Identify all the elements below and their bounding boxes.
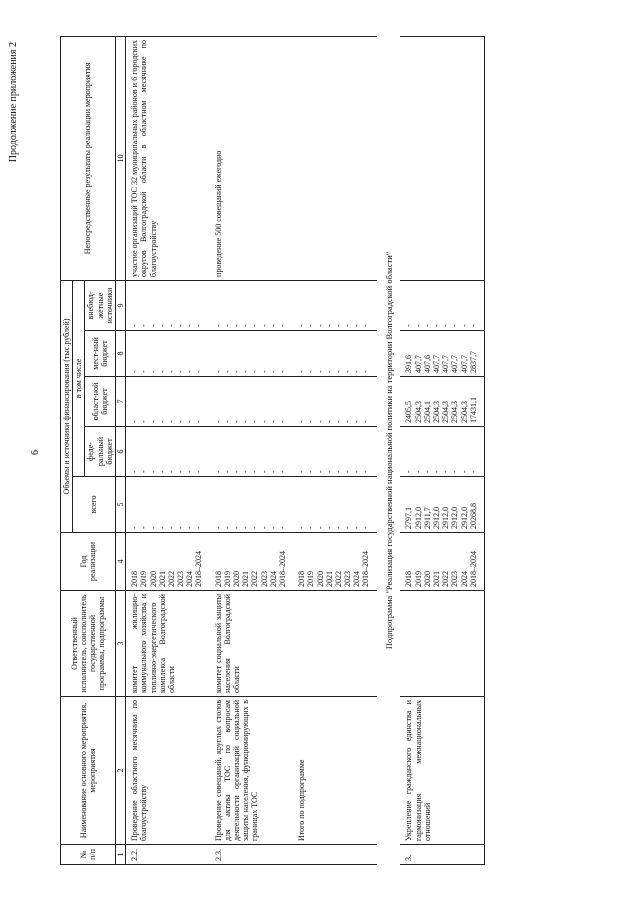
value-line: -	[241, 526, 251, 529]
value-line: -	[222, 470, 232, 473]
col-number: 2	[115, 697, 125, 845]
value-line: 407,7	[431, 355, 441, 373]
value-line: 20268,8	[468, 503, 478, 529]
row-total	[126, 477, 210, 533]
value-line: -	[333, 526, 343, 529]
value-line: -	[333, 324, 343, 327]
value-line: -	[166, 470, 176, 473]
value-line: -	[352, 324, 362, 327]
value-line: -	[324, 526, 334, 529]
value-line: 2504,3	[431, 401, 441, 423]
value-line: -	[441, 324, 451, 327]
value-line: -	[194, 526, 204, 529]
header-year: Год реализации	[61, 533, 116, 591]
value-line: -	[306, 470, 316, 473]
value-line: -	[166, 420, 176, 423]
row-total	[293, 477, 377, 533]
value-line: -	[232, 420, 241, 423]
value-line: -	[130, 526, 140, 529]
row-name: Укрепление гражданского единства и гармонизация межнациональных отношений	[400, 697, 484, 845]
value-line: -	[333, 470, 343, 473]
page-number: 6	[30, 450, 41, 455]
value-line: 2018–2024	[194, 551, 204, 587]
value-line: -	[324, 370, 334, 373]
subprogram-row	[377, 36, 401, 864]
value-line: -	[250, 470, 260, 473]
value-line: -	[404, 324, 414, 327]
row-local	[126, 331, 210, 377]
value-line: -	[431, 324, 441, 327]
row-num: 2.3.	[210, 845, 294, 865]
value-line: -	[352, 470, 362, 473]
value-line: -	[297, 324, 307, 327]
value-line: -	[361, 470, 371, 473]
value-line: -	[306, 324, 316, 327]
value-line: -	[185, 470, 195, 473]
value-line: 2023	[343, 571, 353, 587]
value-line: -	[259, 420, 269, 423]
value-line: 2021	[157, 571, 167, 587]
value-line: 391,6	[404, 355, 414, 373]
value-line: -	[130, 420, 140, 423]
value-line: -	[157, 470, 167, 473]
value-line: 17431,1	[468, 397, 478, 423]
header-num: № п/п	[61, 845, 116, 865]
value-line: -	[130, 324, 140, 327]
value-line: -	[250, 420, 260, 423]
value-line: -	[468, 324, 478, 327]
value-line: 2023	[176, 571, 186, 587]
value-line: 2018	[213, 571, 223, 587]
value-line: 2020	[315, 571, 325, 587]
value-line: -	[232, 370, 241, 373]
value-line: -	[268, 370, 278, 373]
value-line: -	[352, 526, 362, 529]
value-line: 2019	[139, 571, 149, 587]
row-federal	[210, 427, 294, 477]
col-number: 1	[115, 845, 125, 865]
value-line: -	[148, 420, 158, 423]
header-local: мест-ный бюджет	[85, 331, 116, 377]
value-line: -	[441, 470, 451, 473]
row-local	[400, 331, 484, 377]
value-line: -	[213, 324, 223, 327]
value-line: -	[148, 526, 158, 529]
value-line: -	[306, 370, 316, 373]
value-line: -	[222, 324, 232, 327]
value-line: -	[315, 470, 325, 473]
value-line: -	[343, 526, 353, 529]
value-line: 2018–2024	[277, 551, 287, 587]
value-line: 407,7	[459, 355, 469, 373]
value-line: -	[277, 420, 287, 423]
value-line: -	[333, 420, 343, 423]
row-extra	[293, 280, 377, 330]
value-line: -	[268, 470, 278, 473]
value-line: -	[250, 370, 260, 373]
value-line: -	[213, 526, 223, 529]
value-line: 2024	[352, 571, 362, 587]
row-executor	[400, 591, 484, 697]
value-line: -	[157, 370, 167, 373]
value-line: -	[166, 370, 176, 373]
value-line: -	[241, 420, 251, 423]
value-line: 2022	[333, 571, 343, 587]
value-line: 2018	[404, 571, 414, 587]
value-line: -	[459, 470, 469, 473]
row-result	[400, 36, 484, 280]
value-line: -	[315, 370, 325, 373]
value-line: -	[176, 420, 186, 423]
row-total	[210, 477, 294, 533]
value-line: 2022	[166, 571, 176, 587]
row-result: проведение 500 совещаний ежегодно	[210, 36, 294, 280]
value-line: 2019	[413, 571, 423, 587]
value-line: -	[413, 324, 423, 327]
value-line: -	[250, 526, 260, 529]
value-line: 2837,7	[468, 351, 478, 373]
row-local	[210, 331, 294, 377]
value-line: 2022	[250, 571, 260, 587]
value-line: -	[176, 470, 186, 473]
value-line: 2020	[232, 571, 241, 587]
value-line: 2912,0	[459, 507, 469, 529]
header-results: Непосредственные результаты реализации мероприятия	[61, 36, 116, 280]
value-line: -	[166, 526, 176, 529]
col-number: 9	[115, 280, 125, 330]
value-line: 2504,3	[459, 401, 469, 423]
row-name: Итого по подпрограмме	[293, 697, 377, 845]
col-number: 10	[115, 36, 125, 280]
row-num: 3.	[400, 845, 484, 865]
value-line: -	[259, 370, 269, 373]
value-line: 2021	[324, 571, 334, 587]
row-years	[126, 533, 210, 591]
value-line: 407,7	[450, 355, 460, 373]
col-number: 7	[115, 377, 125, 427]
value-line: -	[306, 420, 316, 423]
row-num	[293, 845, 377, 865]
value-line: -	[259, 526, 269, 529]
row-result: участие организаций ТОС 32 муниципальных районов и 6 городских округов Волгоградской области в областном месячнике по благоустройству	[126, 36, 210, 280]
continuation-label: Продолжение приложения 2	[8, 42, 19, 163]
value-line: -	[241, 470, 251, 473]
value-line: -	[361, 324, 371, 327]
header-extra: внебюд-жетные источники	[85, 280, 116, 330]
value-line: -	[343, 470, 353, 473]
header-total: всего	[73, 477, 116, 533]
value-line: 407,7	[441, 355, 451, 373]
row-federal	[400, 427, 484, 477]
value-line: -	[343, 420, 353, 423]
value-line: -	[194, 420, 204, 423]
value-line: -	[297, 420, 307, 423]
value-line: -	[148, 470, 158, 473]
value-line: -	[324, 324, 334, 327]
value-line: -	[139, 370, 149, 373]
value-line: -	[297, 526, 307, 529]
value-line: -	[450, 470, 460, 473]
value-line: 2405,5	[404, 401, 414, 423]
value-line: -	[176, 370, 186, 373]
value-line: -	[297, 370, 307, 373]
header-including: в том числе	[73, 280, 85, 476]
header-executor: Ответственный исполнитель, соисполнитель государственной программы, подпрограммы	[61, 591, 116, 697]
value-line: -	[157, 420, 167, 423]
value-line: 2020	[148, 571, 158, 587]
value-line: 2021	[241, 571, 251, 587]
value-line: -	[333, 370, 343, 373]
col-number: 6	[115, 427, 125, 477]
value-line: -	[259, 324, 269, 327]
col-number: 3	[115, 591, 125, 697]
row-regional	[293, 377, 377, 427]
value-line: -	[185, 526, 195, 529]
value-line: 2021	[431, 571, 441, 587]
value-line: 2018–2024	[361, 551, 371, 587]
value-line: -	[315, 324, 325, 327]
value-line: -	[213, 420, 223, 423]
value-line: 2504,1	[422, 401, 432, 423]
value-line: 2504,3	[450, 401, 460, 423]
value-line: 407,6	[422, 355, 432, 373]
row-extra	[210, 280, 294, 330]
value-line: -	[194, 324, 204, 327]
row-regional	[126, 377, 210, 427]
value-line: -	[324, 420, 334, 423]
value-line: -	[259, 470, 269, 473]
value-line: 2018	[130, 571, 140, 587]
row-federal	[293, 427, 377, 477]
value-line: -	[404, 470, 414, 473]
value-line: -	[352, 370, 362, 373]
value-line: -	[166, 324, 176, 327]
row-extra	[400, 280, 484, 330]
row-result	[293, 36, 377, 280]
value-line: 2912,0	[441, 507, 451, 529]
value-line: -	[431, 470, 441, 473]
value-line: -	[185, 324, 195, 327]
header-funding: Объемы и источники финансирования (тыс.рублей)	[61, 280, 73, 532]
value-line: 2018	[297, 571, 307, 587]
table-row	[293, 36, 377, 864]
value-line: -	[148, 370, 158, 373]
value-line: -	[213, 470, 223, 473]
value-line: 2020	[422, 571, 432, 587]
value-line: 2912,0	[431, 507, 441, 529]
row-name: Проведение совещаний, круглых столов для актива ТОС по вопросам деятельности организаций социальной защиты населения, функционирующих в границах ТОС	[210, 697, 294, 845]
row-years	[293, 533, 377, 591]
value-line: -	[450, 324, 460, 327]
value-line: -	[297, 470, 307, 473]
value-line: -	[194, 470, 204, 473]
row-years	[400, 533, 484, 591]
value-line: 2023	[259, 571, 269, 587]
value-line: -	[176, 324, 186, 327]
value-line: -	[422, 324, 432, 327]
value-line: 2022	[441, 571, 451, 587]
value-line: -	[268, 324, 278, 327]
value-line: -	[277, 526, 287, 529]
value-line: -	[268, 420, 278, 423]
row-executor: комитет жилищно-коммунального хозяйства и топливно-энергетического комплекса Волгоградской области	[126, 591, 210, 697]
value-line: -	[185, 420, 195, 423]
value-line: -	[139, 470, 149, 473]
value-line: 2024	[459, 571, 469, 587]
value-line: -	[343, 370, 353, 373]
value-line: -	[361, 420, 371, 423]
value-line: -	[277, 324, 287, 327]
value-line: -	[241, 370, 251, 373]
value-line: -	[343, 324, 353, 327]
value-line: 2019	[306, 571, 316, 587]
value-line: 2018–2024	[468, 551, 478, 587]
value-line: -	[361, 370, 371, 373]
value-line: -	[130, 470, 140, 473]
value-line: -	[361, 526, 371, 529]
value-line: 2912,0	[413, 507, 423, 529]
row-federal	[126, 427, 210, 477]
value-line: 2797,1	[404, 507, 414, 529]
value-line: -	[222, 370, 232, 373]
value-line: 2024	[268, 571, 278, 587]
value-line: -	[422, 470, 432, 473]
row-executor: комитет социальной защиты населения Волгоградской области	[210, 591, 294, 697]
table-row	[210, 36, 294, 864]
header-name: Наименование основного мероприятия, мероприятия	[61, 697, 116, 845]
value-line: -	[176, 526, 186, 529]
funding-table	[60, 36, 485, 865]
value-line: -	[194, 370, 204, 373]
subprogram-title: Подпрограмма "Реализация государственной национальной политики на территории Волгоградской области"	[383, 251, 394, 650]
value-line: -	[315, 526, 325, 529]
value-line: -	[352, 420, 362, 423]
value-line: 2504,3	[413, 401, 423, 423]
value-line: -	[413, 470, 423, 473]
table-row	[126, 36, 210, 864]
value-line: 2912,0	[450, 507, 460, 529]
col-number: 5	[115, 477, 125, 533]
col-number: 8	[115, 331, 125, 377]
value-line: -	[130, 370, 140, 373]
value-line: 2504,3	[441, 401, 451, 423]
value-line: -	[459, 324, 469, 327]
row-executor	[293, 591, 377, 697]
value-line: -	[139, 324, 149, 327]
value-line: -	[148, 324, 158, 327]
value-line: -	[306, 526, 316, 529]
value-line: -	[222, 420, 232, 423]
value-line: -	[213, 370, 223, 373]
value-line: -	[157, 324, 167, 327]
header-federal: феде-ральный бюджет	[85, 427, 116, 477]
value-line: -	[185, 370, 195, 373]
value-line: -	[232, 470, 241, 473]
value-line: -	[277, 370, 287, 373]
value-line: 2024	[185, 571, 195, 587]
value-line: 2023	[450, 571, 460, 587]
value-line: -	[268, 526, 278, 529]
row-num: 2.2.	[126, 845, 210, 865]
table-body	[126, 36, 485, 864]
row-local	[293, 331, 377, 377]
value-line: -	[139, 526, 149, 529]
value-line: -	[277, 470, 287, 473]
row-regional	[400, 377, 484, 427]
value-line: 2019	[222, 571, 232, 587]
value-line: 2911,7	[422, 507, 432, 529]
row-extra	[126, 280, 210, 330]
value-line: -	[139, 420, 149, 423]
value-line: -	[157, 526, 167, 529]
row-total	[400, 477, 484, 533]
col-number: 4	[115, 533, 125, 591]
row-regional	[210, 377, 294, 427]
value-line: -	[468, 470, 478, 473]
value-line: -	[315, 420, 325, 423]
header-regional: област-ной бюджет	[85, 377, 116, 427]
row-name: Проведение областного месячника по благоустройству	[126, 697, 210, 845]
value-line: -	[232, 324, 241, 327]
row-years	[210, 533, 294, 591]
table-row	[400, 36, 484, 864]
value-line: -	[250, 324, 260, 327]
value-line: -	[222, 526, 232, 529]
value-line: 407,7	[413, 355, 423, 373]
value-line: -	[232, 526, 241, 529]
value-line: -	[241, 324, 251, 327]
value-line: -	[324, 470, 334, 473]
